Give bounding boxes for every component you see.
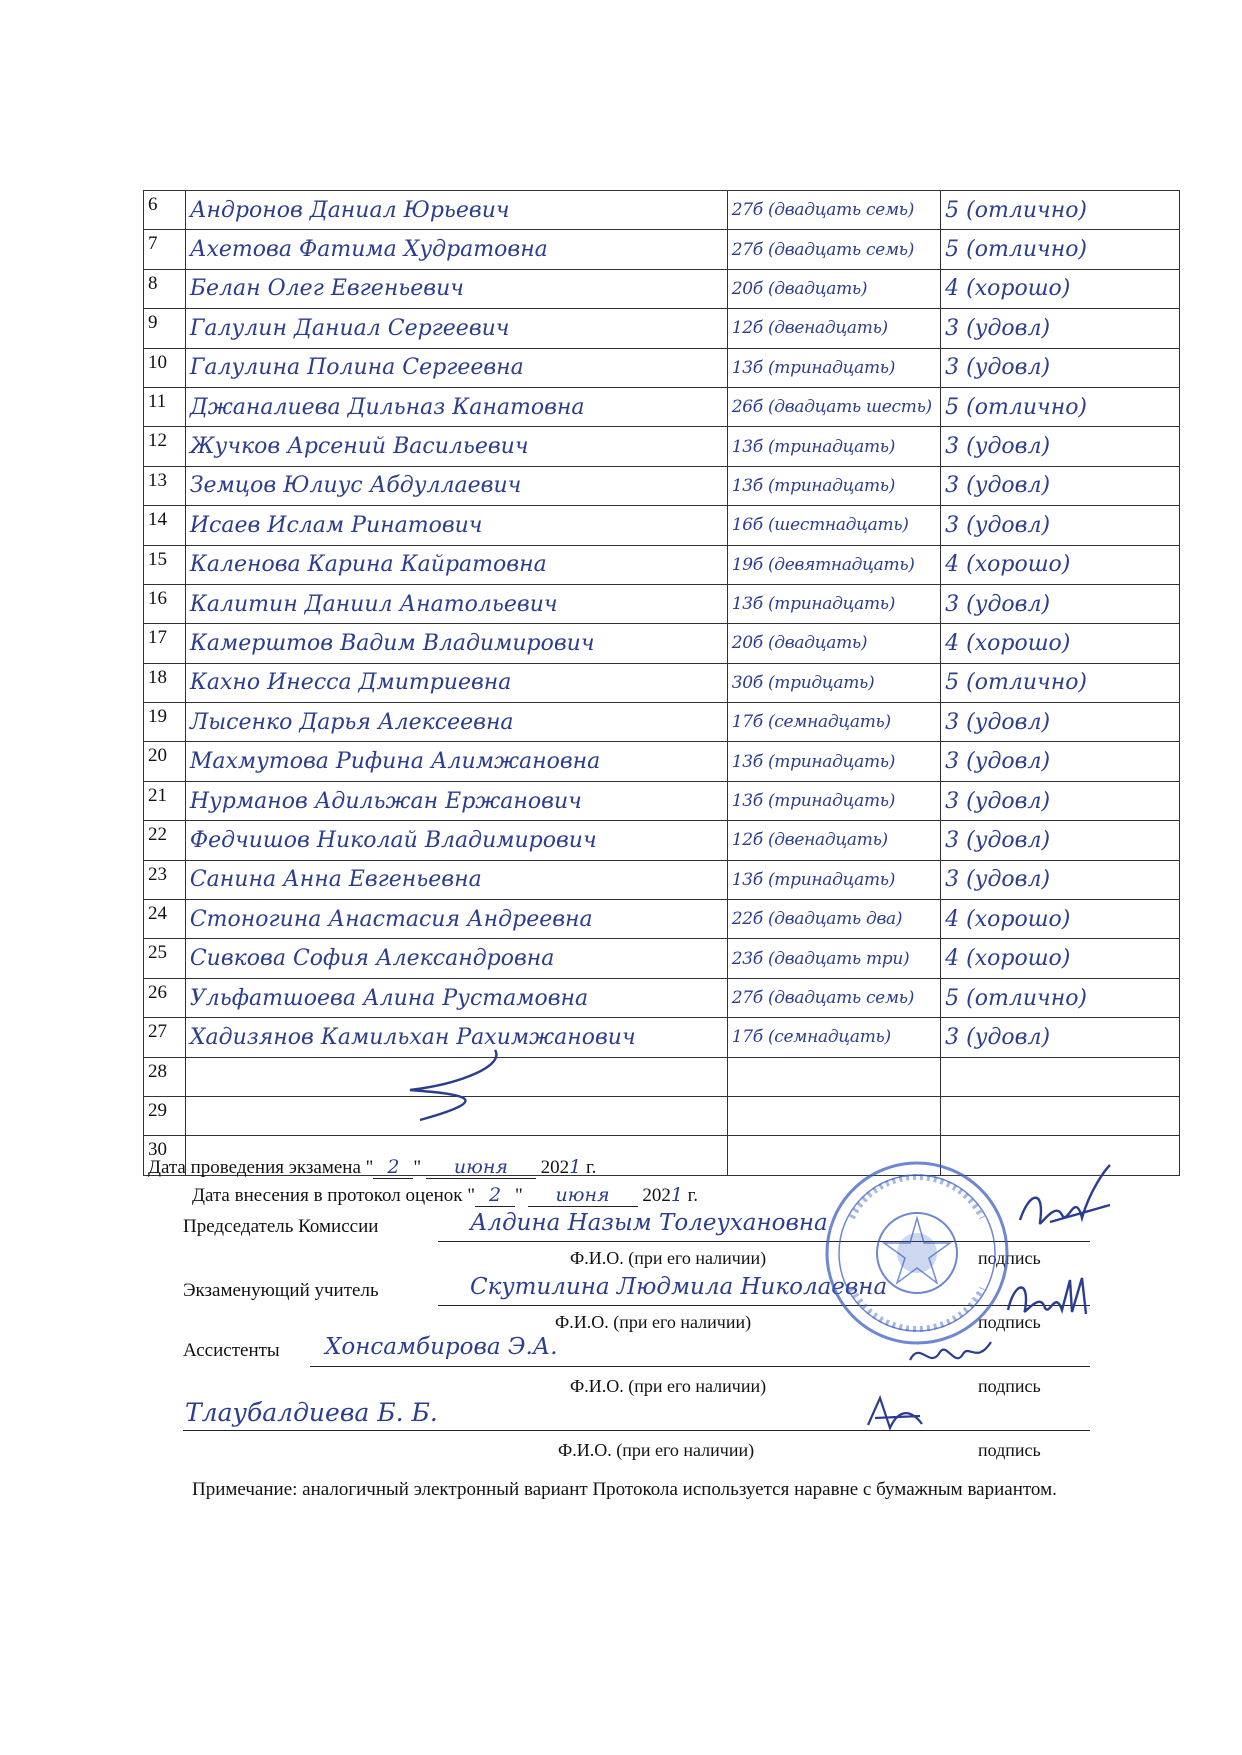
grade-cell: 3 (удовл): [941, 427, 1180, 466]
grades-table: [143, 190, 1180, 1176]
grade-cell: 5 (отлично): [941, 978, 1180, 1017]
grade-cell: 5 (отлично): [941, 387, 1180, 426]
table-row: [144, 466, 1180, 505]
grade-cell: 3 (удовл): [941, 466, 1180, 505]
table-row: [144, 900, 1180, 939]
grade-cell: 4 (хорошо): [941, 900, 1180, 939]
score-cell: 20б (двадцать): [727, 269, 940, 308]
grade-cell: 3 (удовл): [941, 348, 1180, 387]
table-row: [144, 860, 1180, 899]
score-cell: 22б (двадцать два): [727, 900, 940, 939]
student-name: Камерштов Вадим Владимирович: [185, 624, 727, 663]
score-cell: 13б (тринадцать): [727, 860, 940, 899]
assistants-label: Ассистенты: [183, 1340, 280, 1361]
student-name: Галулина Полина Сергеевна: [185, 348, 727, 387]
student-name: Хадизянов Камильхан Рахимжанович: [185, 1018, 727, 1057]
grade-cell: 3 (удовл): [941, 860, 1180, 899]
row-number: 21: [144, 781, 186, 820]
row-number: 12: [144, 427, 186, 466]
grade-cell: 5 (отлично): [941, 191, 1180, 230]
table-row: [144, 1018, 1180, 1057]
score-cell: 17б (семнадцать): [727, 703, 940, 742]
row-number: 6: [144, 191, 186, 230]
table-row: [144, 939, 1180, 978]
grade-cell: 3 (удовл): [941, 781, 1180, 820]
grade-cell: 3 (удовл): [941, 584, 1180, 623]
score-cell: 27б (двадцать семь): [727, 978, 940, 1017]
score-cell: 13б (тринадцать): [727, 348, 940, 387]
student-name: Махмутова Рифина Алимжановна: [185, 742, 727, 781]
student-name: Исаев Ислам Ринатович: [185, 506, 727, 545]
score-cell: 30б (тридцать): [727, 663, 940, 702]
row-number: 13: [144, 466, 186, 505]
score-cell: 13б (тринадцать): [727, 781, 940, 820]
row-number: 20: [144, 742, 186, 781]
student-name: Ульфатшоева Алина Рустамовна: [185, 978, 727, 1017]
exam-date-year: 1: [569, 1156, 582, 1178]
row-number: 23: [144, 860, 186, 899]
table-row: [144, 230, 1180, 269]
chairman-fio-caption: Ф.И.О. (при его наличии): [570, 1248, 767, 1268]
row-number: 15: [144, 545, 186, 584]
assistant1-name: Хонсамбирова Э.А.: [325, 1334, 558, 1360]
grade-cell: 4 (хорошо): [941, 269, 1180, 308]
table-row: [144, 506, 1180, 545]
assistant2-signature: [860, 1390, 930, 1435]
student-name: Кахно Инесса Дмитриевна: [185, 663, 727, 702]
student-name: Земцов Юлиус Абдуллаевич: [185, 466, 727, 505]
table-row: [144, 742, 1180, 781]
teacher-name: Скутилина Людмила Николаевна: [470, 1274, 888, 1300]
grade-cell: [941, 1096, 1180, 1135]
row-number: 17: [144, 624, 186, 663]
student-name: Стоногина Анастасия Андреевна: [185, 900, 727, 939]
grade-cell: 5 (отлично): [941, 230, 1180, 269]
score-cell: 17б (семнадцать): [727, 1018, 940, 1057]
table-row: [144, 624, 1180, 663]
grade-cell: 3 (удовл): [941, 821, 1180, 860]
score-cell: 16б (шестнадцать): [727, 506, 940, 545]
table-row: [144, 584, 1180, 623]
row-number: 7: [144, 230, 186, 269]
assistant2-fio-caption: Ф.И.О. (при его наличии): [558, 1440, 755, 1460]
student-name: Каленова Карина Кайратовна: [185, 545, 727, 584]
student-name: Нурманов Адильжан Ержанович: [185, 781, 727, 820]
score-cell: 23б (двадцать три): [727, 939, 940, 978]
table-row: [144, 978, 1180, 1017]
score-cell: 13б (тринадцать): [727, 427, 940, 466]
table-row: [144, 1057, 1180, 1096]
score-cell: 27б (двадцать семь): [727, 230, 940, 269]
table-row: [144, 191, 1180, 230]
table-row: [144, 269, 1180, 308]
row-number: 29: [144, 1096, 186, 1135]
student-name: Лысенко Дарья Алексеевна: [185, 703, 727, 742]
table-row: [144, 348, 1180, 387]
assistant1-sign-caption: подпись: [978, 1376, 1041, 1396]
chairman-name: Алдина Назым Толеухановна: [470, 1210, 828, 1236]
student-name: Жучков Арсений Васильевич: [185, 427, 727, 466]
student-name: Санина Анна Евгеньевна: [185, 860, 727, 899]
row-number: 18: [144, 663, 186, 702]
assistant2-sign-caption: подпись: [978, 1440, 1041, 1460]
row-number: 28: [144, 1057, 186, 1096]
score-cell: [727, 1096, 940, 1135]
student-name: Андронов Даниал Юрьевич: [185, 191, 727, 230]
chairman-sign-caption: подпись: [978, 1248, 1041, 1268]
table-row: [144, 387, 1180, 426]
row-number: 25: [144, 939, 186, 978]
row-number: 24: [144, 900, 186, 939]
official-stamp: [822, 1158, 1012, 1348]
grade-cell: 3 (удовл): [941, 1018, 1180, 1057]
exam-date-line: Дата проведения экзамена " 2 " июня 2021 г.: [148, 1156, 597, 1178]
table-row: [144, 703, 1180, 742]
grade-cell: [941, 1057, 1180, 1096]
row-number: 16: [144, 584, 186, 623]
table-row: [144, 821, 1180, 860]
empty-rows-strike-mark: [400, 1046, 510, 1126]
teacher-fio-caption: Ф.И.О. (при его наличии): [555, 1312, 752, 1332]
grade-cell: 4 (хорошо): [941, 545, 1180, 584]
entry-date-day: 2: [475, 1184, 515, 1207]
row-number: 11: [144, 387, 186, 426]
student-name: Калитин Даниил Анатольевич: [185, 584, 727, 623]
table-row: [144, 1096, 1180, 1135]
score-cell: [727, 1057, 940, 1096]
row-number: 22: [144, 821, 186, 860]
table-row: [144, 781, 1180, 820]
exam-date-day: 2: [373, 1156, 413, 1179]
row-number: 14: [144, 506, 186, 545]
grades-table-body: [144, 191, 1180, 1176]
grade-cell: 3 (удовл): [941, 506, 1180, 545]
grade-cell: 3 (удовл): [941, 703, 1180, 742]
chairman-label: Председатель Комиссии: [183, 1216, 379, 1237]
student-name: Ахетова Фатима Худратовна: [185, 230, 727, 269]
entry-date-year: 1: [670, 1184, 683, 1206]
student-name: Сивкова София Александровна: [185, 939, 727, 978]
row-number: 9: [144, 309, 186, 348]
score-cell: 13б (тринадцать): [727, 584, 940, 623]
student-name: Джаналиева Дильназ Канатовна: [185, 387, 727, 426]
score-cell: 26б (двадцать шесть): [727, 387, 940, 426]
score-cell: 12б (двенадцать): [727, 309, 940, 348]
student-name: Федчишов Николай Владимирович: [185, 821, 727, 860]
table-row: [144, 427, 1180, 466]
score-cell: 13б (тринадцать): [727, 466, 940, 505]
row-number: 27: [144, 1018, 186, 1057]
row-number: 30: [144, 1136, 186, 1175]
grade-cell: 3 (удовл): [941, 309, 1180, 348]
teacher-signature: [1000, 1270, 1100, 1320]
row-number: 26: [144, 978, 186, 1017]
row-number: 8: [144, 269, 186, 308]
grade-cell: 4 (хорошо): [941, 939, 1180, 978]
score-cell: 27б (двадцать семь): [727, 191, 940, 230]
score-cell: 13б (тринадцать): [727, 742, 940, 781]
table-row: [144, 545, 1180, 584]
exam-date-month: июня: [426, 1156, 536, 1179]
teacher-label: Экзаменующий учитель: [183, 1280, 379, 1301]
grade-cell: 4 (хорошо): [941, 624, 1180, 663]
score-cell: 12б (двенадцать): [727, 821, 940, 860]
row-number: 10: [144, 348, 186, 387]
grade-cell: 5 (отлично): [941, 663, 1180, 702]
student-name: Галулин Даниал Сергеевич: [185, 309, 727, 348]
grade-cell: 3 (удовл): [941, 742, 1180, 781]
footnote: Примечание: аналогичный электронный вариант Протокола используется наравне с бумажным вариантом.: [192, 1479, 1057, 1500]
entry-date-line: Дата внесения в протокол оценок " 2 " июня 2021 г.: [192, 1184, 699, 1206]
assistant1-signature: [905, 1330, 995, 1375]
chairman-signature: [1010, 1160, 1120, 1250]
student-name: Белан Олег Евгеньевич: [185, 269, 727, 308]
teacher-sign-caption: подпись: [978, 1312, 1041, 1332]
assistant2-name: Тлаубалдиева Б. Б.: [185, 1398, 438, 1427]
table-row: [144, 663, 1180, 702]
assistant2-signature-line: [183, 1430, 1090, 1431]
score-cell: 20б (двадцать): [727, 624, 940, 663]
score-cell: 19б (девятнадцать): [727, 545, 940, 584]
entry-date-month: июня: [528, 1184, 638, 1207]
table-row: [144, 309, 1180, 348]
row-number: 19: [144, 703, 186, 742]
assistant1-fio-caption: Ф.И.О. (при его наличии): [570, 1376, 767, 1396]
